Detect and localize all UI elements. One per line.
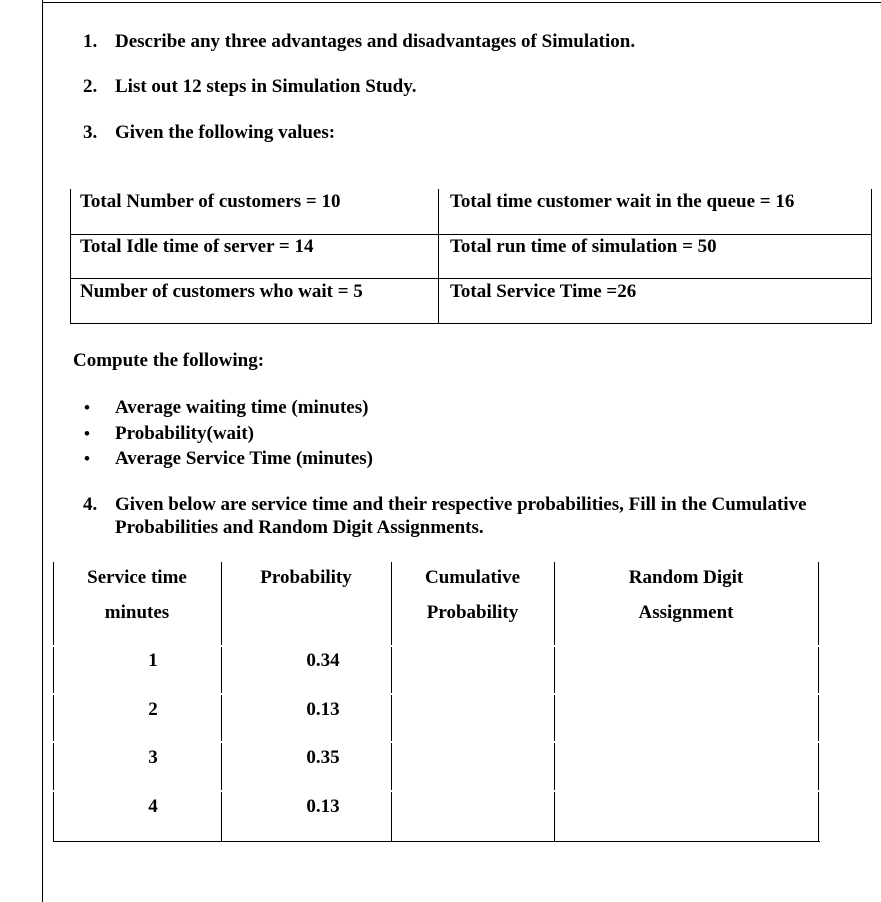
values-cell-service-time: Total Service Time =26: [450, 281, 637, 302]
cell-service-time: 3: [148, 747, 158, 768]
service-table-row-break: [53, 645, 820, 647]
header-probability: Probability: [260, 567, 352, 588]
values-cell-total-wait-time: Total time customer wait in the queue = 16: [450, 191, 795, 212]
page-border-top: [42, 2, 881, 3]
service-time-table: [53, 562, 820, 842]
cell-service-time: 2: [148, 699, 158, 720]
compute-list: [84, 395, 373, 472]
cell-probability: 0.34: [306, 650, 340, 671]
values-cell-total-customers: Total Number of customers = 10: [80, 191, 341, 212]
question-4-number: 4.: [83, 494, 98, 515]
question-4: [83, 493, 807, 539]
service-table-row-break: [53, 741, 820, 743]
question-2: [83, 75, 416, 98]
cell-probability: 0.13: [306, 699, 340, 720]
question-3-text: Given the following values:: [115, 122, 336, 143]
page-border-left: [42, 0, 43, 902]
values-table-row-divider: [70, 278, 872, 279]
service-table-column-line: [818, 562, 819, 842]
service-table-row-break: [53, 693, 820, 695]
cell-probability: 0.13: [306, 796, 340, 817]
header-cumulative-line1: Cumulative: [425, 567, 520, 588]
compute-item-text: Average Service Time (minutes): [115, 448, 374, 469]
values-cell-run-time: Total run time of simulation = 50: [450, 236, 717, 257]
compute-item-text: Average waiting time (minutes): [115, 397, 369, 418]
header-random-digit-line2: Assignment: [638, 602, 734, 623]
compute-heading: Compute the following:: [73, 350, 265, 371]
given-values-table: [70, 189, 872, 325]
question-1-number: 1.: [83, 31, 98, 52]
bullet-icon: •: [84, 398, 90, 417]
values-table-column-divider: [438, 189, 439, 324]
header-random-digit-line1: Random Digit: [628, 567, 744, 588]
question-4-text-line1: Given below are service time and their respective probabilities, Fill in the Cumulative: [115, 494, 807, 515]
values-cell-customers-who-wait: Number of customers who wait = 5: [80, 281, 363, 302]
list-item: [84, 446, 373, 472]
bullet-icon: •: [84, 449, 90, 468]
question-3-number: 3.: [83, 122, 98, 143]
header-cumulative-line2: Probability: [426, 602, 519, 623]
compute-item-text: Probability(wait): [115, 422, 254, 444]
bullet-icon: •: [84, 423, 90, 443]
list-item: [84, 395, 373, 421]
list-item: [84, 421, 373, 447]
cell-service-time: 1: [148, 650, 158, 671]
header-service-time-line2: minutes: [104, 602, 170, 623]
values-cell-idle-time: Total Idle time of server = 14: [80, 236, 314, 257]
question-2-text: List out 12 steps in Simulation Study.: [115, 76, 417, 97]
question-2-number: 2.: [83, 76, 98, 97]
cell-service-time: 4: [148, 796, 158, 817]
question-1-text: Describe any three advantages and disadvantages of Simulation.: [115, 31, 636, 52]
service-table-bottom-border: [53, 841, 820, 842]
question-4-text-line2: Probabilities and Random Digit Assignments.: [115, 517, 484, 538]
question-3: [83, 121, 335, 144]
header-service-time-line1: Service time: [87, 567, 187, 588]
service-table-row-break: [53, 790, 820, 792]
question-1: [83, 30, 635, 53]
cell-probability: 0.35: [306, 747, 340, 768]
